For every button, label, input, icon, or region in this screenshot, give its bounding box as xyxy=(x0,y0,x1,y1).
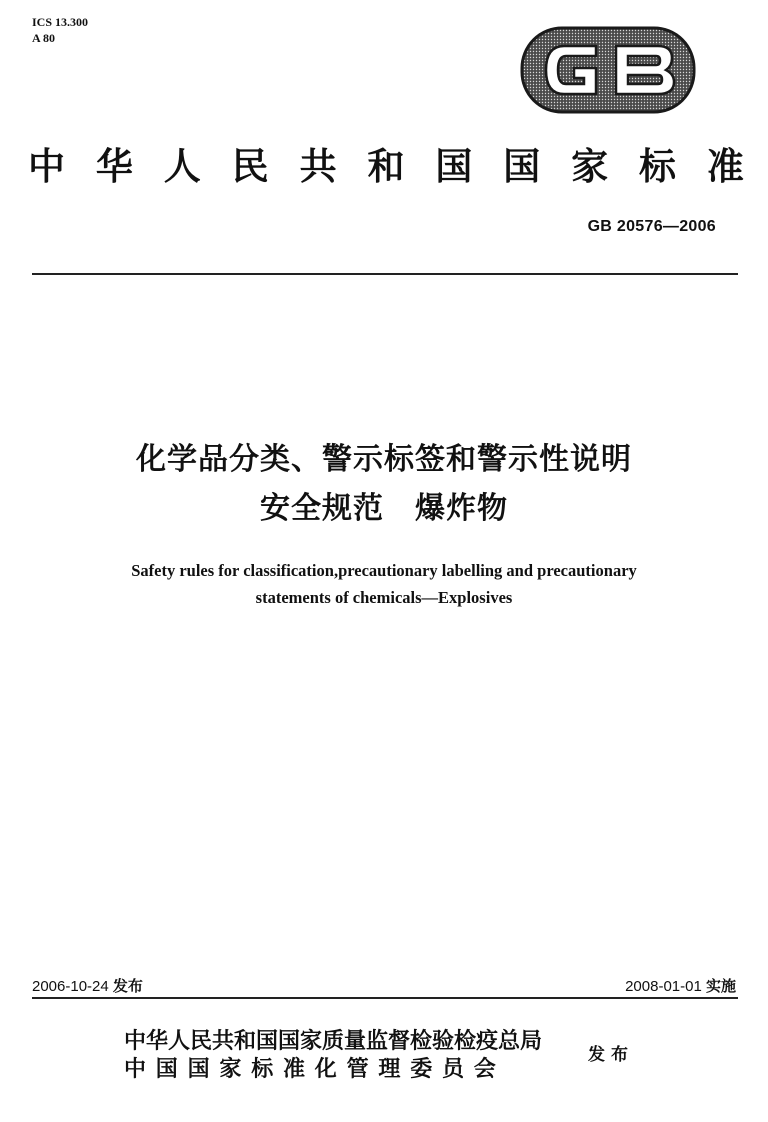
implement-date: 2008-01-01 xyxy=(625,978,702,995)
standard-category-char: 标 xyxy=(639,144,677,188)
standard-category-char: 中 xyxy=(28,144,65,188)
issue-action: 发布 xyxy=(588,1045,634,1065)
standard-category-char: 家 xyxy=(571,144,609,188)
issuer-line1: 中华人民共和国国家质量监督检验检疫总局 xyxy=(124,1028,543,1054)
title-en-line1: Safety rules for classification,precautionary labelling and precautionary xyxy=(131,561,637,580)
implement-date-block xyxy=(625,975,736,996)
standard-category-char: 国 xyxy=(503,144,541,188)
standard-category-char: 共 xyxy=(299,144,337,188)
publish-date: 2006-10-24 xyxy=(32,978,109,995)
publish-label: 发布 xyxy=(112,977,143,995)
standard-category-char: 和 xyxy=(367,144,405,188)
standard-category-char: 华 xyxy=(95,144,133,188)
ccs-code: A 80 xyxy=(32,31,56,45)
implement-label: 实施 xyxy=(705,977,736,995)
top-divider xyxy=(32,273,738,275)
issuer-line2: 中国国家标准化管理委员会 xyxy=(124,1056,506,1082)
title-en-line2: statements of chemicals—Explosives xyxy=(255,588,513,607)
standard-category-char: 准 xyxy=(706,144,744,188)
title-cn-line2: 安全规范 爆炸物 xyxy=(260,491,508,526)
standard-number: GB 20576—2006 xyxy=(587,218,716,235)
standard-category-char: 民 xyxy=(231,144,269,188)
standard-category-char: 人 xyxy=(163,144,201,188)
ics-code: ICS 13.300 xyxy=(32,15,89,29)
standard-category-title xyxy=(28,136,744,190)
gb-logo xyxy=(520,26,696,114)
standard-category-char: 国 xyxy=(435,144,473,188)
classification-codes xyxy=(32,14,88,46)
publish-date-block xyxy=(32,975,143,996)
bottom-divider xyxy=(32,997,738,999)
title-cn-line1: 化学品分类、警示标签和警示性说明 xyxy=(136,442,632,477)
